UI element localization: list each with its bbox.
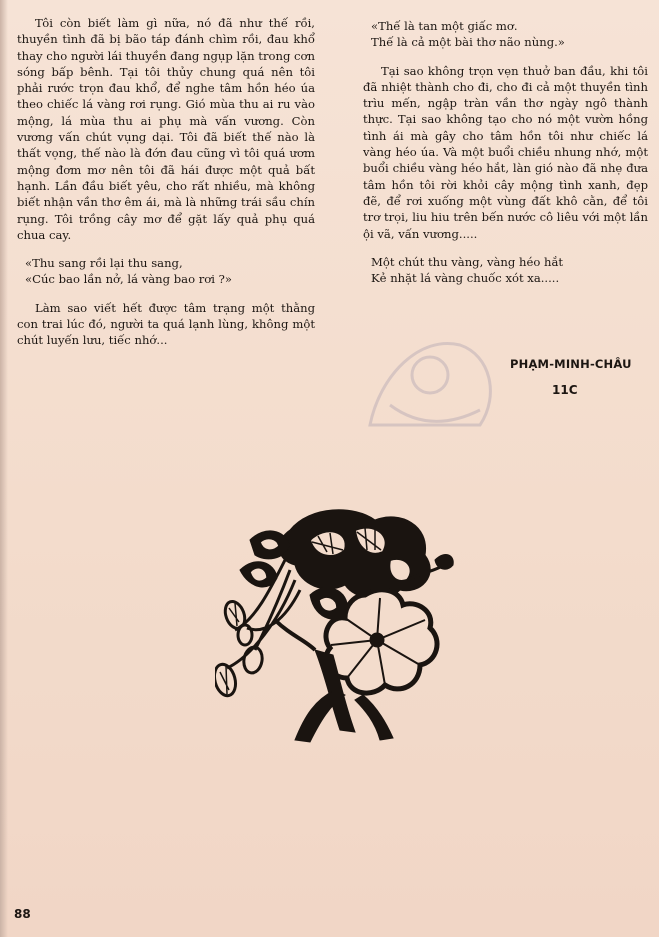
right-verse-line-3: Một chút thu vàng, vàng héo hắt <box>371 254 564 269</box>
author-class: 11C <box>552 383 578 397</box>
right-verse-line-2: Thế là cả một bài thơ não nùng.» <box>371 35 565 50</box>
woodcut-flower-illustration <box>215 500 460 745</box>
right-text-column <box>363 18 648 286</box>
left-paragraph-1: Tôi còn biết làm gì nữa, nó đã như thế rồi, thuyền tình đã bị bão táp đánh chìm rồi, đau khổ thay cho người lái thuyền đang ngụp lặn trong cơn sóng bấp bênh. Tại tôi thủy chung quá nên tôi phải rước trọn đau khổ, để nghe tâm hồn héo úa theo chiếc lá vàng rơi rụng. Gió mùa thu ai ru vào mộng, lá mùa thu ai phụ mà vấn vương. Còn vương vấn chút vụng dại. Tôi đã biết thế nào là thất vọng, thế nào là đớn đau cũng vì tôi quá ươm mộng đơm mơ nên tôi đã hái được một quả bất hạnh. Lần đầu biết yêu, cho rất nhiều, mà không biết nhận vần thơ êm ái, mà là những trái sầu chín rụng. Tôi trồng cây mơ để gặt lấy quả phụ quá chua cay. <box>17 16 315 242</box>
right-verse-line-4: Kẻ nhặt lá vàng chuốc xót xa..... <box>371 271 560 286</box>
right-paragraph-1: Tại sao không trọn vẹn thuở ban đầu, khi tôi đã nhiệt thành cho đi, cho đi cả một thuyền tình trìu mến, ngập tràn vần thơ ngày ngô thành thực. Tại sao không tạo cho nó một vườn hồng tình ái mà gây cho tâm hồn tôi như chiếc lá vàng héo úa. Và một buổi chiều nhung nhớ, một buổi chiều vàng héo hắt, làn gió nào đã nhẹ đưa tâm hồn tôi rời khỏi cây mộng tình xanh, đẹp đẽ, để rơi xuống một vùng đất khô cằn, để tôi trơ trọi, liu hiu trên bến nước cô liêu với một lần ội vã, vấn vương..... <box>363 63 648 241</box>
page-edge-shadow <box>0 0 8 937</box>
page-number: 88 <box>14 907 31 921</box>
left-verse-line-1: «Thu sang rồi lại thu sang, <box>25 256 183 271</box>
right-verse-line-1: «Thế là tan một giấc mơ. <box>371 19 518 33</box>
author-signature: PHẠM-MINH-CHÂU <box>510 357 632 371</box>
left-text-column <box>17 15 315 349</box>
bleed-through-drawing <box>360 315 510 445</box>
left-verse-line-2: «Cúc bao lần nở, lá vàng bao rơi ?» <box>25 272 232 287</box>
left-paragraph-2: Làm sao viết hết được tâm trạng một thằng con trai lúc đó, người ta quá lạnh lùng, không một chút luyến lưu, tiếc nhớ... <box>17 300 315 348</box>
